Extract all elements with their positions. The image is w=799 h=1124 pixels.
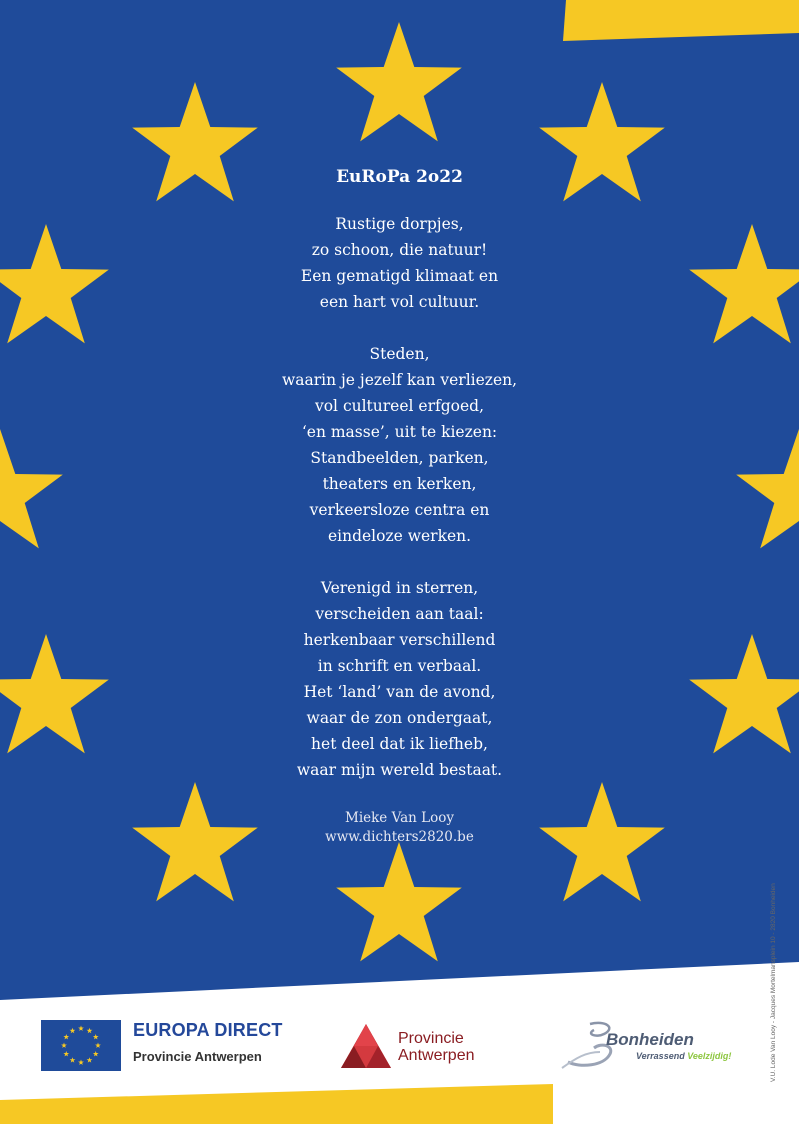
mini-star-icon (95, 1043, 101, 1048)
responsible-publisher: V.U. Lode Van Looy - Jacques Mortelmansplein 10 - 2820 Bonheiden (770, 883, 777, 1082)
poem-line: waarin je jezelf kan verliezen, (281, 371, 518, 389)
poem-line: het deel dat ik liefheb, (311, 735, 488, 753)
poem-line: Steden, (369, 345, 430, 363)
stanza-2 (0, 341, 799, 549)
mini-star-icon (93, 1034, 99, 1039)
eu-flag-logo (41, 1020, 121, 1071)
poem-line: Rustige dorpjes, (335, 215, 464, 233)
mini-star-icon (87, 1057, 93, 1062)
eu-stars-icon (41, 1020, 121, 1071)
mini-star-icon (93, 1051, 99, 1056)
mini-star-icon (63, 1051, 69, 1056)
mini-star-icon (78, 1060, 84, 1065)
poem-line: ‘en masse’, uit te kiezen: (301, 423, 498, 441)
poem-line: in schrift en verbaal. (317, 657, 482, 675)
bonheiden-tag-highlight: Veelzijdig! (687, 1051, 732, 1061)
poem-line: zo schoon, die natuur! (311, 241, 488, 259)
poem-credits (0, 809, 799, 847)
stanza-1 (0, 211, 799, 315)
mini-star-icon (70, 1028, 76, 1033)
europa-direct-subtitle: Provincie Antwerpen (133, 1049, 262, 1064)
mini-star-icon (70, 1057, 76, 1062)
poem-line: Standbeelden, parken, (310, 449, 489, 467)
bonheiden-tagline (636, 1051, 731, 1061)
poem-line: vol cultureel erfgoed, (314, 397, 485, 415)
provincie-line-2: Antwerpen (398, 1047, 475, 1064)
bonheiden-tag-prefix: Verrassend (636, 1051, 685, 1061)
poem-line: theaters en kerken, (322, 475, 477, 493)
footer-logos (0, 1000, 799, 1090)
mini-star-icon (87, 1028, 93, 1033)
author-name: Mieke Van Looy (345, 810, 454, 826)
stanza-3 (0, 575, 799, 783)
poem-line: Een gematigd klimaat en (300, 267, 499, 285)
poem-line: verscheiden aan taal: (315, 605, 484, 623)
yellow-band-bottom (0, 1084, 553, 1124)
author-website[interactable]: www.dichters2820.be (325, 829, 474, 845)
poem-line: herkenbaar verschillend (303, 631, 496, 649)
poem-line: Het ‘land’ van de avond, (303, 683, 496, 701)
provincie-antwerpen-logo (398, 1030, 475, 1064)
europa-direct-title: EUROPA DIRECT (133, 1020, 283, 1040)
poem-line: waar mijn wereld bestaat. (296, 761, 503, 779)
poem-line: eindeloze werken. (327, 527, 472, 545)
mini-star-icon (63, 1034, 69, 1039)
poem-line: waar de zon ondergaat, (306, 709, 493, 727)
mini-star-icon (61, 1043, 67, 1048)
provincie-line-1: Provincie (398, 1030, 464, 1047)
poem-line: verkeersloze centra en (309, 501, 490, 519)
bonheiden-name: Bonheiden (606, 1030, 694, 1049)
provincie-triangle-icon (341, 1024, 391, 1068)
mini-star-icon (78, 1026, 84, 1031)
poem-line: Verenigd in sterren, (320, 579, 479, 597)
poem-line: een hart vol cultuur. (319, 293, 480, 311)
poem-title: EuRoPa 2o22 (336, 167, 463, 187)
poem (0, 163, 799, 847)
